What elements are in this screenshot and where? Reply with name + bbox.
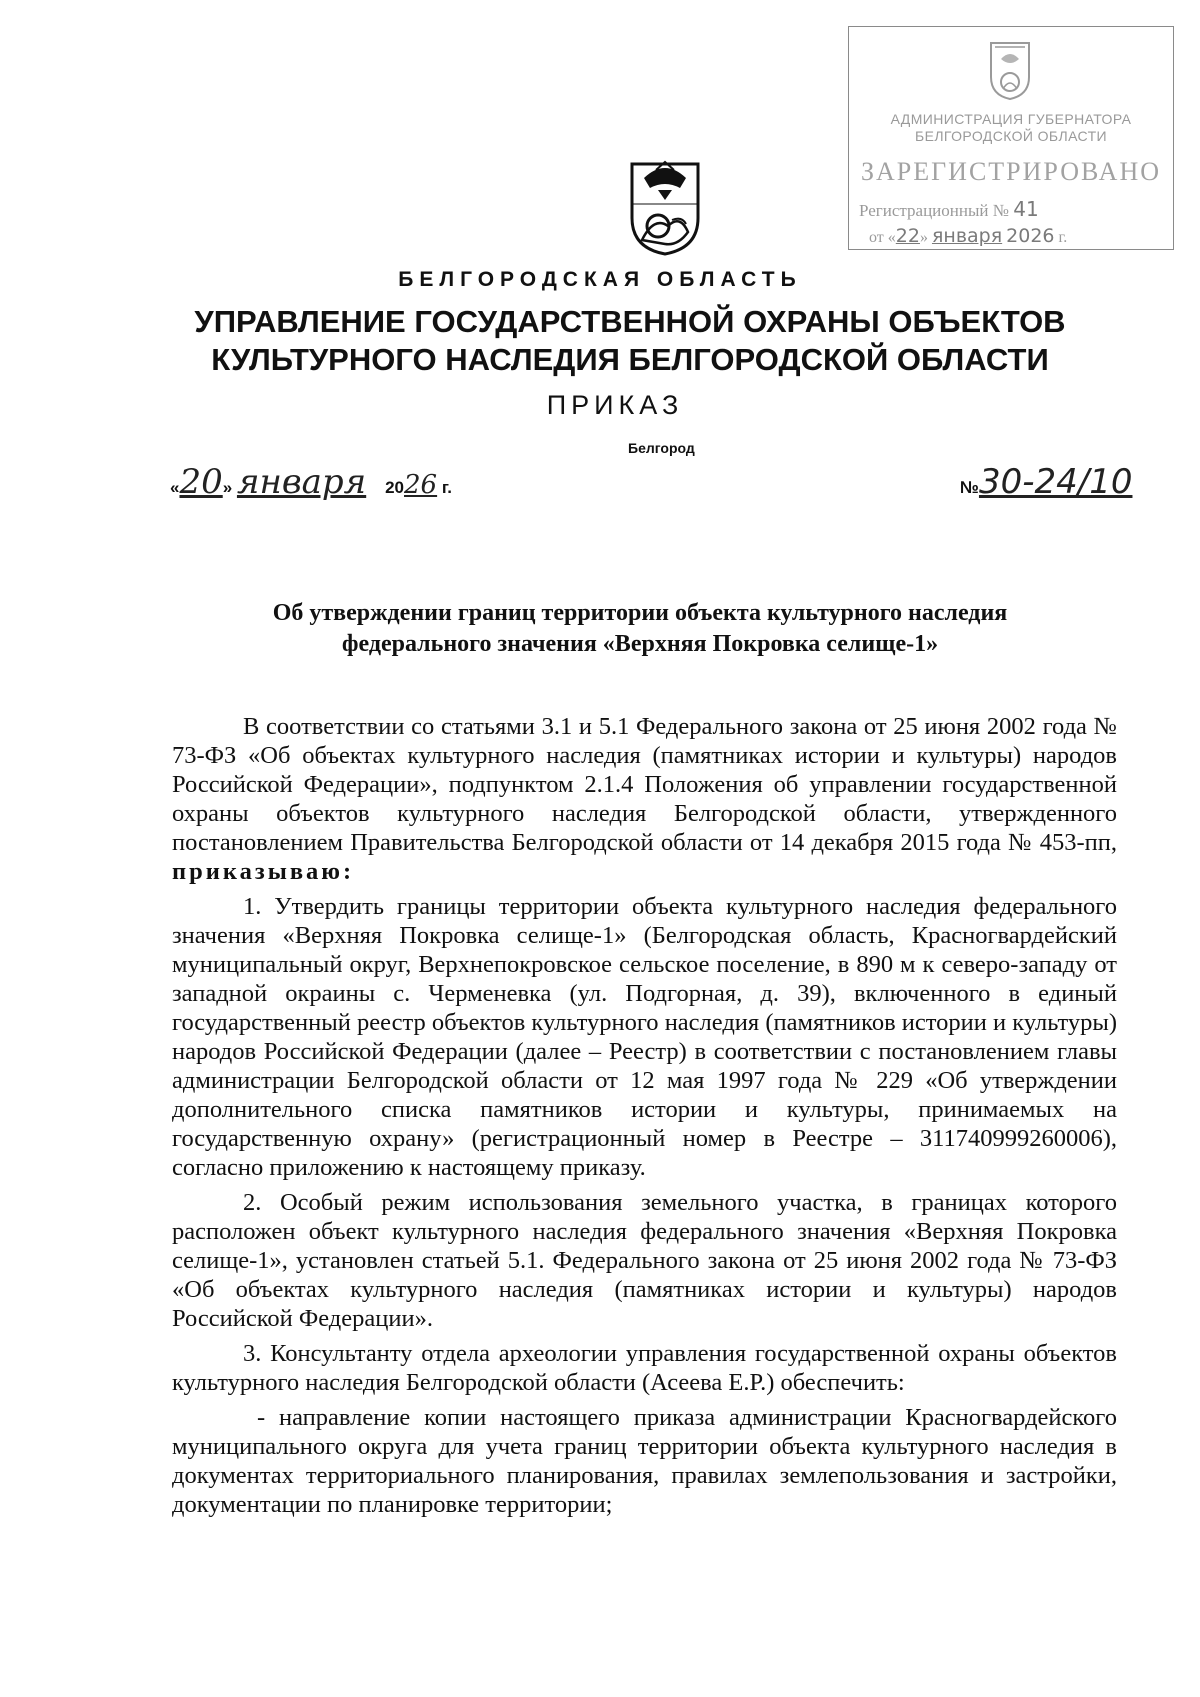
stamp-date-year: 2026 [1006,225,1055,247]
preamble-paragraph [172,712,1117,886]
stamp-date-mid: » [919,229,928,246]
order-date-suffix: г. [441,478,452,497]
order-number [960,462,1132,502]
document-title [160,598,1120,660]
order-date-day: 20 [179,462,223,502]
organization-name [60,303,1200,379]
stamp-date-line [869,225,1167,247]
stamp-reg-number-line [859,197,1165,221]
stamp-date-month: января [931,225,1003,247]
orders-word: приказываю: [172,858,355,885]
stamp-date-day: 22 [895,225,920,247]
stamp-organization [849,111,1173,145]
coat-of-arms-icon [987,37,1033,101]
organization-line-2: КУЛЬТУРНОГО НАСЛЕДИЯ БЕЛГОРОДСКОЙ ОБЛАСТИ [211,342,1049,377]
order-date-month: января [236,462,367,502]
stamp-org-line-1: АДМИНИСТРАЦИЯ ГУБЕРНАТОРА [890,111,1132,127]
item-3-paragraph: 3. Консультанту отдела археологии управления государственной охраны объектов культурного наследия Белгородской области (Асеева Е.Р.) обеспечить: [172,1340,1117,1396]
item-1-paragraph: 1. Утвердить границы территории объекта культурного наследия федерального значения «Верхняя Покровка селище-1» (Белгородская область, Красногвардейский муниципальный округ, Верхнепокровское сельское поселение, в 890 м к северо-западу от западной окраины с. Черменевка (ул. Подгорная, д. 39), включенного в единый государственный реестр объектов культурного наследия (памятников истории и культуры) народов Российской Федерации (далее – Реестр) в соответствии с постановлением главы администрации Белгородской области от 12 мая 1997 года № 229 «Об утверждении дополнительного списка памятников истории и культуры, принимаемых на государственную охрану» (регистрационный номер в Реестре – 311740999260006), согласно приложению к настоящему приказу. [172,893,1117,1181]
item-2-paragraph: 2. Особый режим использования земельного участка, в границах которого расположен объект культурного наследия федерального значения «Верхняя Покровка селище-1», установлен статьей 5.1. Федерального закона от 25 июня 2002 года № 73-ФЗ «Об объектах культурного наследия (памятниках истории и культуры) народов Российской Федерации». [172,1189,1117,1332]
organization-line-1: УПРАВЛЕНИЕ ГОСУДАРСТВЕННОЙ ОХРАНЫ ОБЪЕКТОВ [194,304,1066,339]
registration-stamp [848,26,1174,250]
order-date [170,462,452,502]
stamp-date-prefix: от « [869,229,896,246]
stamp-org-line-2: БЕЛГОРОДСКОЙ ОБЛАСТИ [915,128,1107,144]
order-date-century: 20 [385,478,405,497]
belgorod-coat-of-arms-icon [628,160,702,256]
document-title-line-1: Об утверждении границ территории объекта культурного наследия [272,600,1008,626]
preamble-text: В соответствии со статьями 3.1 и 5.1 Федерального закона от 25 июня 2002 года № 73-ФЗ «Об объектах культурного наследия (памятниках истории и культуры) народов Российской Федерации», подпунктом 2.1.4 Положения об управлении государственной охраны объектов культурного наследия Белгородской области, утвержденного постановлением Правительства Белгородской области от 14 декабря 2015 года № 453-пп, [172,713,1117,856]
stamp-reg-label: Регистрационный № [859,201,1009,220]
order-number-label: № [960,478,979,497]
city-name: Белгород [628,440,695,456]
stamp-date-suffix: г. [1058,229,1068,246]
stamp-registered-label: ЗАРЕГИСТРИРОВАНО [861,157,1161,186]
document-title-line-2: федерального значения «Верхняя Покровка селище-1» [341,631,939,657]
stamp-reg-number: 41 [1013,197,1039,221]
order-date-open: « [170,478,180,497]
item-3-dash-1-paragraph: - направление копии настоящего приказа администрации Красногвардейского муниципального округа для учета границ территории объекта культурного наследия в документах территориального планирования, правилах землепользования и застройки, документации по планировке территории; [172,1404,1117,1518]
order-date-close: » [222,478,233,497]
document-type: ПРИКАЗ [546,390,684,420]
order-date-year: 26 [404,470,438,500]
region-name: БЕЛГОРОДСКАЯ ОБЛАСТЬ [398,268,802,291]
order-number-value: 30-24/10 [978,462,1133,502]
document-body [172,712,1117,1525]
